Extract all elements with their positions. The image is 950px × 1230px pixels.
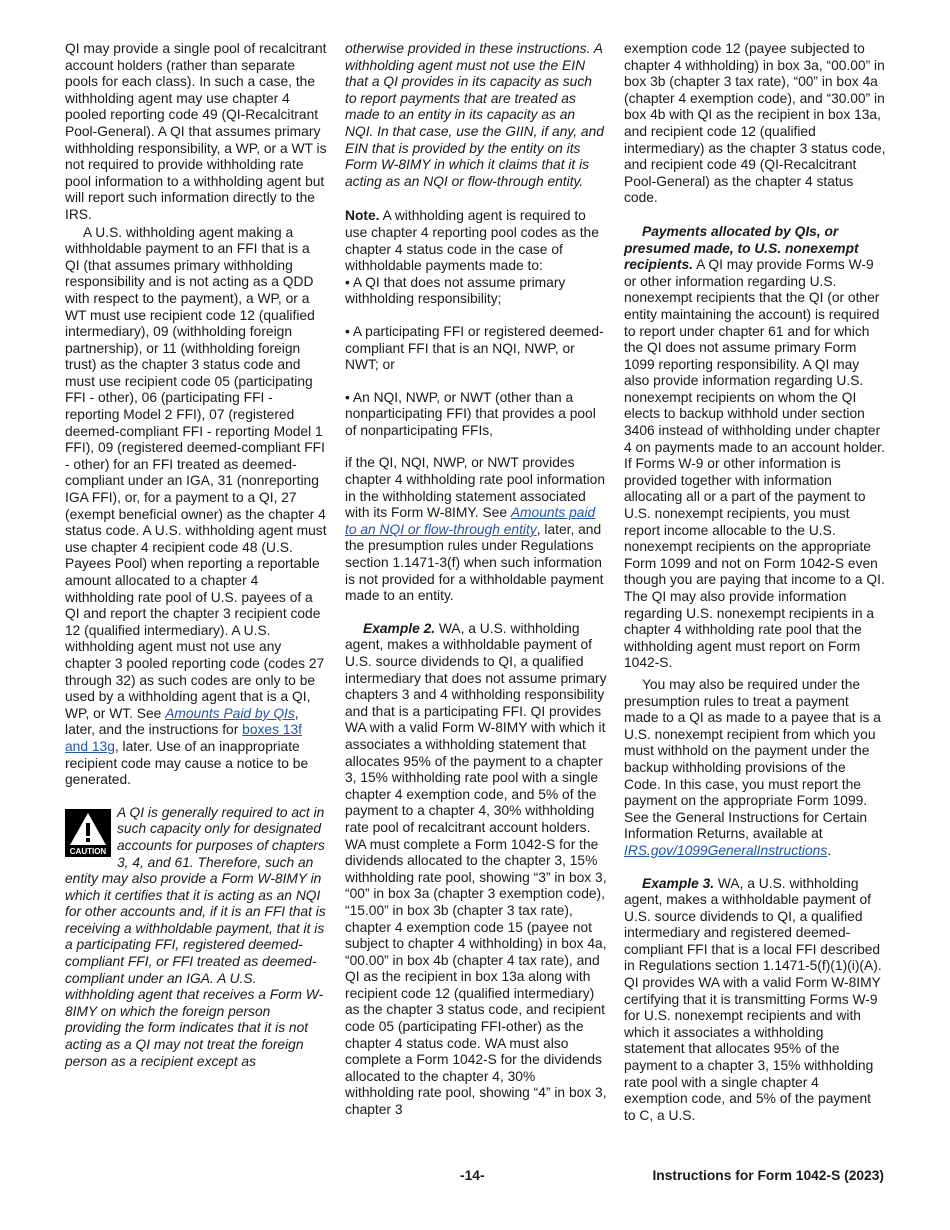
column-right [624, 41, 886, 1140]
caution-note [65, 805, 327, 1071]
paragraph-qi-pool: QI may provide a single pool of recalcitrant account holders (rather than separate pools for each class). In such a case, the withholding agent may use chapter 4 pooled reporting code 49 (QI-Recalcitrant Pool-General). A QI that assumes primary withholding responsibility, a WP, or a WT is not required to provide withholding rate pool information to a withholding agent but will report such information directly to the IRS. [65, 41, 327, 222]
paragraph-note-continued [345, 455, 607, 604]
payments-allocated-heading: Payments allocated by QIs, or presumed made, to U.S. nonexempt recipients. [624, 223, 859, 273]
paragraph-example-3 [624, 876, 886, 1125]
note-text: A withholding agent is required to use chapter 4 reporting pool codes as the chapter 4 status code in the case of withholdable payments made to: [345, 208, 599, 274]
paragraph-text: if the QI, NQI, NWP, or NWT provides chapter 4 withholding rate pool information in the withholding statement associated with its Form W-8IMY. See [345, 455, 605, 521]
example-3-text: WA, a U.S. withholding agent, makes a withholdable payment of U.S. source dividends to QI, a qualified intermediary and registered deemed-compliant FFI that is a local FFI described in Regulations section 1.1471-5(f)(1)(i)(A). QI provides WA with a valid Form W-8IMY certifying that it is transmitting Forms W-9 for U.S. nonexempt recipients and with which it associates a withholding statement that allocates 95% of the payment to a chapter 3, 15% withholding rate pool with a single chapter 4 exemption code, and 5% of the payment to C, a U.S. [624, 875, 882, 1123]
bullet-item: • A QI that does not assume primary withholding responsibility; [345, 274, 566, 307]
caution-text: A QI is generally required to act in such capacity only for designated accounts for purposes of chapters 3, 4, and 61. Therefore, such an entity may also provide a Form W-8IMY in which it certifies that it is acting as an NQI for other accounts and, if it is an FFI that is receiving a withholdable payment, that it is a participating FFI, registered deemed-compliant FFI, or FFI treated as deemed-compliant under an IGA. A U.S. withholding agent that receives a Form W-8IMY on which the foreign person providing the form indicates that it is not acting as a QI may not treat the foreign person as a recipient except as [65, 804, 326, 1069]
paragraph-text: , later, and the instructions for [65, 705, 299, 738]
link-1099-general-instructions[interactable]: IRS.gov/1099GeneralInstructions [624, 842, 828, 858]
page-number: -14- [460, 1168, 485, 1183]
example-3-label: Example 3. [642, 875, 715, 891]
form-title: Instructions for Form 1042-S (2023) [652, 1168, 884, 1183]
paragraph-text: , later, and the presumption rules under Regulations section 1.1471-3(f) when such information is not provided for a withholdable payment made to an entity. [345, 521, 604, 604]
paragraph-text: A U.S. withholding agent making a withholdable payment to an FFI that is a QI (that assumes primary withholding responsibility and is not acting as a QDD with respect to the payment), a WP, or a WT must use recipient code 12 (qualified intermediary), 09 (withholding foreign partnership), or 11 (withholding foreign trust) as the chapter 3 status code and must use recipient code 05 (participating FFI - other), 06 (participating FFI - reporting Model 2 FFI), 07 (registered deemed-compliant FFI - reporting Model 1 FFI), 09 (registered deemed-compliant FFI - other) for an FFI treated as deemed-compliant under an IGA, 31 (nonreporting IGA FFI), or, for a payment to a QI, 27 (exempt beneficial owner) as the chapter 4 status code. A U.S. withholding agent must use chapter 4 recipient code 48 (U.S. Payees Pool) when reporting a reportable amount allocated to a chapter 4 withholding rate pool of U.S. payees of a QI and report the chapter 3 recipient code 12 (qualified intermediary). A U.S. withholding agent must not use any chapter 3 pooled reporting code (codes 27 through 32) as such codes are only to be used by a withholding agent that is a QI, WP, or WT. See [65, 224, 327, 721]
caution-label: CAUTION [69, 846, 107, 856]
example-2-text: WA, a U.S. withholding agent, makes a withholdable payment of U.S. source dividends to QI, a qualified intermediary that does not assume primary chapters 3 and 4 withholding responsibility and that is a participating FFI. QI provides WA with a valid Form W-8IMY with which it associates a withholding statement that allocates 95% of the payment to a chapter 3, 15% withholding rate pool with a single chapter 4 exemption code, and 5% of the payment to a chapter 4, 30% withholding rate pool of recalcitrant account holders. WA must complete a Form 1042-S for the dividends allocated to the chapter 3, 15% withholding rate pool, showing “3” in box 3, “00” in box 3a (chapter 3 exemption code), “15.00” in box 3b (chapter 3 tax rate), chapter 4 exemption code 15 (payee not subject to chapter 4 withholding) in box 4a, “00.00” in box 4b (chapter 4 tax rate), and QI as the recipient in box 13a along with recipient code 12 (qualified intermediary) as the chapter 3 status code, and recipient code 05 (participating FFI-other) as the chapter 4 status code. WA must also complete a Form 1042-S for the dividends allocated to the chapter 4, 30% withholding rate pool, showing “4” in box 3, chapter 3 [345, 620, 607, 1118]
paragraph-nqi-ein: otherwise provided in these instructions. A withholding agent must not use the EIN that a QI provides in its capacity as such to report payments that are treated as made to an entity in its capacity as an NQI. In that case, use the GIIN, if any, and EIN that is provided by the entity on its Form W-8IMY in which it claims that it is acting as an NQI or flow-through entity. [345, 41, 604, 189]
link-boxes-13f-13g[interactable]: boxes 13f and 13g [65, 722, 303, 754]
example-2-label: Example 2. [363, 620, 436, 636]
column-left [65, 41, 327, 1070]
paragraph-exemption-code: exemption code 12 (payee subjected to chapter 4 withholding) in box 3a, “00.00” in box 3b (chapter 3 tax rate), “00” in box 4a (chapter 4 exemption code), and “30.00” in box 4b with QI as the recipient in box 13a, and recipient code 12 (qualified intermediary) as the chapter 3 status code, and recipient code 49 (QI-Recalcitrant Pool-General) as the chapter 4 status code. [624, 41, 886, 206]
paragraph-text: . [827, 842, 832, 858]
note-label: Note. [345, 208, 380, 224]
paragraph-text: , later. Use of an inappropriate recipient code may cause a notice to be generated. [65, 738, 309, 788]
bullet-item: • An NQI, NWP, or NWT (other than a nonparticipating FFI) that provides a pool of nonparticipating FFIs, [345, 389, 596, 438]
caution-icon [65, 809, 111, 857]
paragraph-example-2 [345, 621, 607, 1119]
column-middle [345, 41, 607, 1135]
paragraph-payments-allocated [624, 224, 886, 672]
paragraph-text: You may also be required under the presumption rules to treat a payment made to a QI as made to a payee that is a U.S. nonexempt recipient from which you must withhold on the payment under the backup withholding provisions of the Code. In this case, you must report the payment on the appropriate Form 1099. See the General Instructions for Certain Information Returns, available at [624, 676, 881, 842]
link-amounts-paid-nqi[interactable]: Amounts paid to an NQI or flow-through entity [345, 505, 596, 537]
paragraph-presumption-rules [624, 677, 886, 860]
link-amounts-paid-by-qis[interactable]: Amounts Paid by QIs [165, 705, 295, 721]
paragraph-note [345, 208, 607, 274]
payments-allocated-text: A QI may provide Forms W-9 or other information regarding U.S. nonexempt recipients that the QI (or other entity maintaining the account) is required to report under chapter 61 and for which the QI does not assume primary Form 1099 reporting responsibility. A QI may also provide information regarding U.S. nonexempt recipients on whom the QI elects to backup withhold under section 3406 instead of withholding under chapter 4 on payments made to an account holder. If Forms W-9 or other information is provided together with information allocating all or a part of the payment to U.S. nonexempt recipients, you must report income allocable to the U.S. nonexempt recipients on the appropriate Form 1099 and not on Form 1042-S even though you are paying that income to a QI. The QI may also provide information regarding U.S. nonexempt recipients in a chapter 4 withholding rate pool that the withholding agent must report on Form 1042-S. [624, 257, 885, 671]
paragraph-us-withholding-agent [65, 225, 327, 789]
bullet-item: • A participating FFI or registered deemed-compliant FFI that is an NQI, NWP, or NWT; or [345, 323, 604, 373]
